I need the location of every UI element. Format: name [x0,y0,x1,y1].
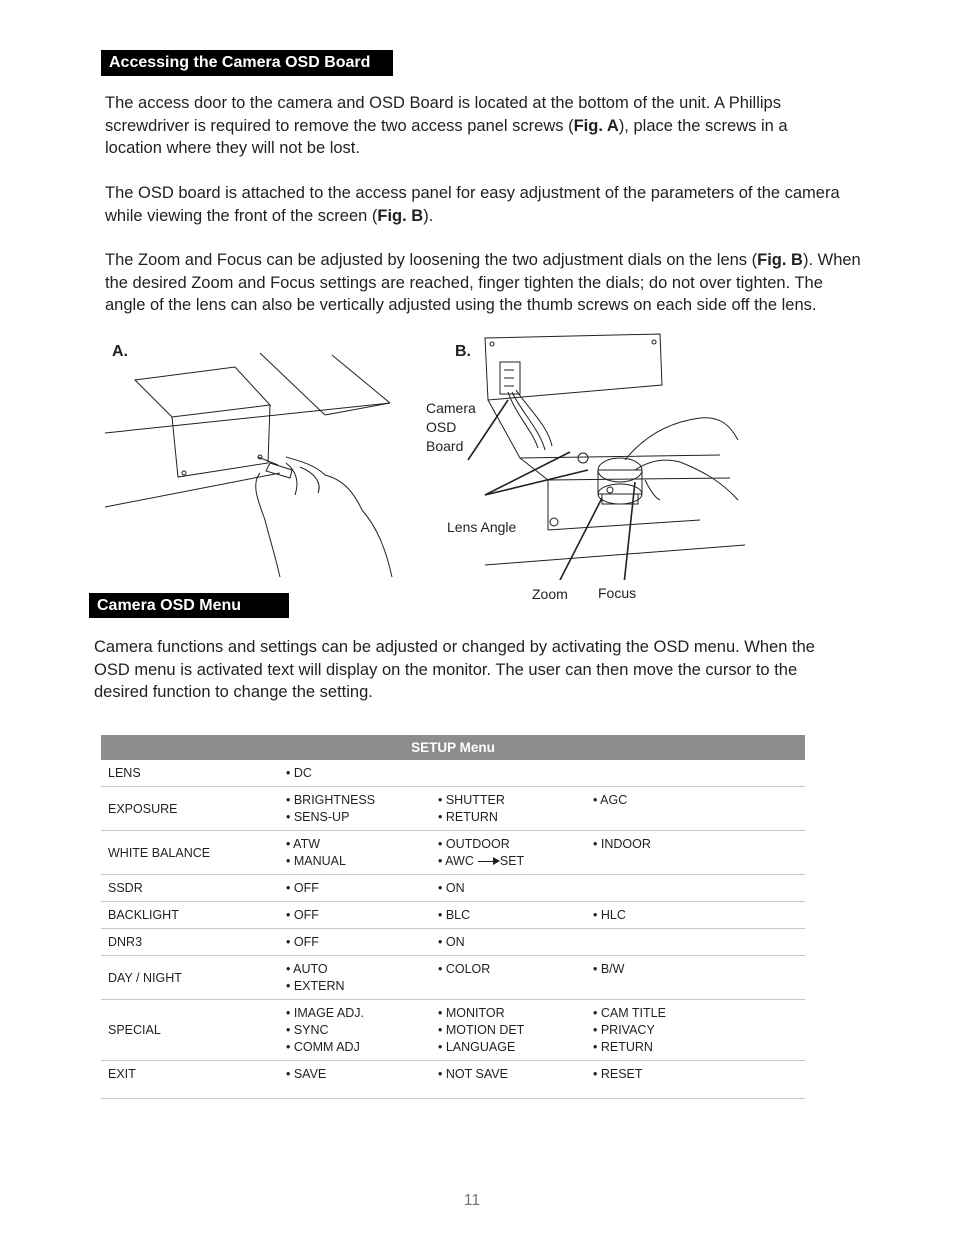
row-label: BACKLIGHT [101,902,279,929]
row-label: LENS [101,760,279,787]
table-row [101,1000,805,1061]
row-label: DNR3 [101,929,279,956]
row-label: WHITE BALANCE [101,831,279,875]
option-cell: • BRIGHTNESS • SENS-UP [279,787,431,831]
option-cell: • HLC [586,902,805,929]
option-cell: • AUTO • EXTERN [279,956,431,1000]
option-cell: • OFF [279,929,431,956]
callout-focus: Focus [598,585,637,601]
option-cell [586,875,805,902]
table-row [101,875,805,902]
table-row [101,929,805,956]
option-cell: • COLOR [431,956,586,1000]
callout-zoom: Zoom [532,586,568,602]
paragraph-osd-board: The OSD board is attached to the access panel for easy adjustment of the parameters of the camera while viewing the front of the screen (Fig. B). [105,184,840,225]
row-label: EXPOSURE [101,787,279,831]
table-row [101,902,805,929]
option-cell: • SAVE [279,1061,431,1099]
option-cell [431,760,586,787]
paragraph-access-door: The access door to the camera and OSD Board is located at the bottom of the unit. A Phillips screwdriver is required to remove the two access panel screws (Fig. A), place the screws in a location where they will not be lost. [105,94,788,157]
option-cell: • B/W [586,956,805,1000]
option-cell: • MONITOR • MOTION DET • LANGUAGE [431,1000,586,1061]
option-cell: • BLC [431,902,586,929]
option-cell: • ON [431,929,586,956]
option-cell: • OFF [279,875,431,902]
option-cell: • IMAGE ADJ. • SYNC • COMM ADJ [279,1000,431,1061]
option-cell: • ATW • MANUAL [279,831,431,875]
row-label: SPECIAL [101,1000,279,1061]
option-cell: • NOT SAVE [431,1061,586,1099]
paragraph-zoom-focus: The Zoom and Focus can be adjusted by loosening the two adjustment dials on the lens (Fig. B). When the desired Zoom and Focus settings are reached, finger tighten the dials; do not over tighten. The angle of the lens can also be vertically adjusted using the thumb screws on each side off the lens. [105,251,861,314]
setup-table-header: SETUP Menu [101,735,805,760]
option-cell: • INDOOR [586,831,805,875]
section-title-accessing-osd: Accessing the Camera OSD Board [101,50,393,76]
paragraph-osd-menu: Camera functions and settings can be adjusted or changed by activating the OSD menu. When the OSD menu is activated text will display on the monitor. The user can then move the cursor to the desired function to change the setting. [94,638,815,701]
arrow-right-icon [478,861,494,862]
option-cell: • AGC [586,787,805,831]
option-cell [586,760,805,787]
callout-camera-osd-board: Camera OSD Board [426,400,476,454]
option-cell [586,929,805,956]
row-label: SSDR [101,875,279,902]
row-label: EXIT [101,1061,279,1099]
page-number: 11 [463,1192,481,1209]
option-cell: • ON [431,875,586,902]
option-cell: • OFF [279,902,431,929]
table-row [101,831,805,875]
figure-a-illustration [100,345,400,585]
table-row [101,787,805,831]
section-title-camera-osd-menu: Camera OSD Menu [89,593,289,618]
setup-menu-table [101,735,805,1099]
figure-b-label: B. [455,343,471,360]
table-row [101,956,805,1000]
option-cell: • SHUTTER • RETURN [431,787,586,831]
option-cell: • DC [279,760,431,787]
table-row [101,760,805,787]
row-label: DAY / NIGHT [101,956,279,1000]
option-cell: • RESET [586,1061,805,1099]
callout-lens-angle: Lens Angle [447,519,517,535]
table-row [101,1061,805,1099]
option-cell: • CAM TITLE • PRIVACY • RETURN [586,1000,805,1061]
figure-a-label: A. [112,343,128,360]
option-cell: • OUTDOOR • AWC SET [431,831,586,875]
